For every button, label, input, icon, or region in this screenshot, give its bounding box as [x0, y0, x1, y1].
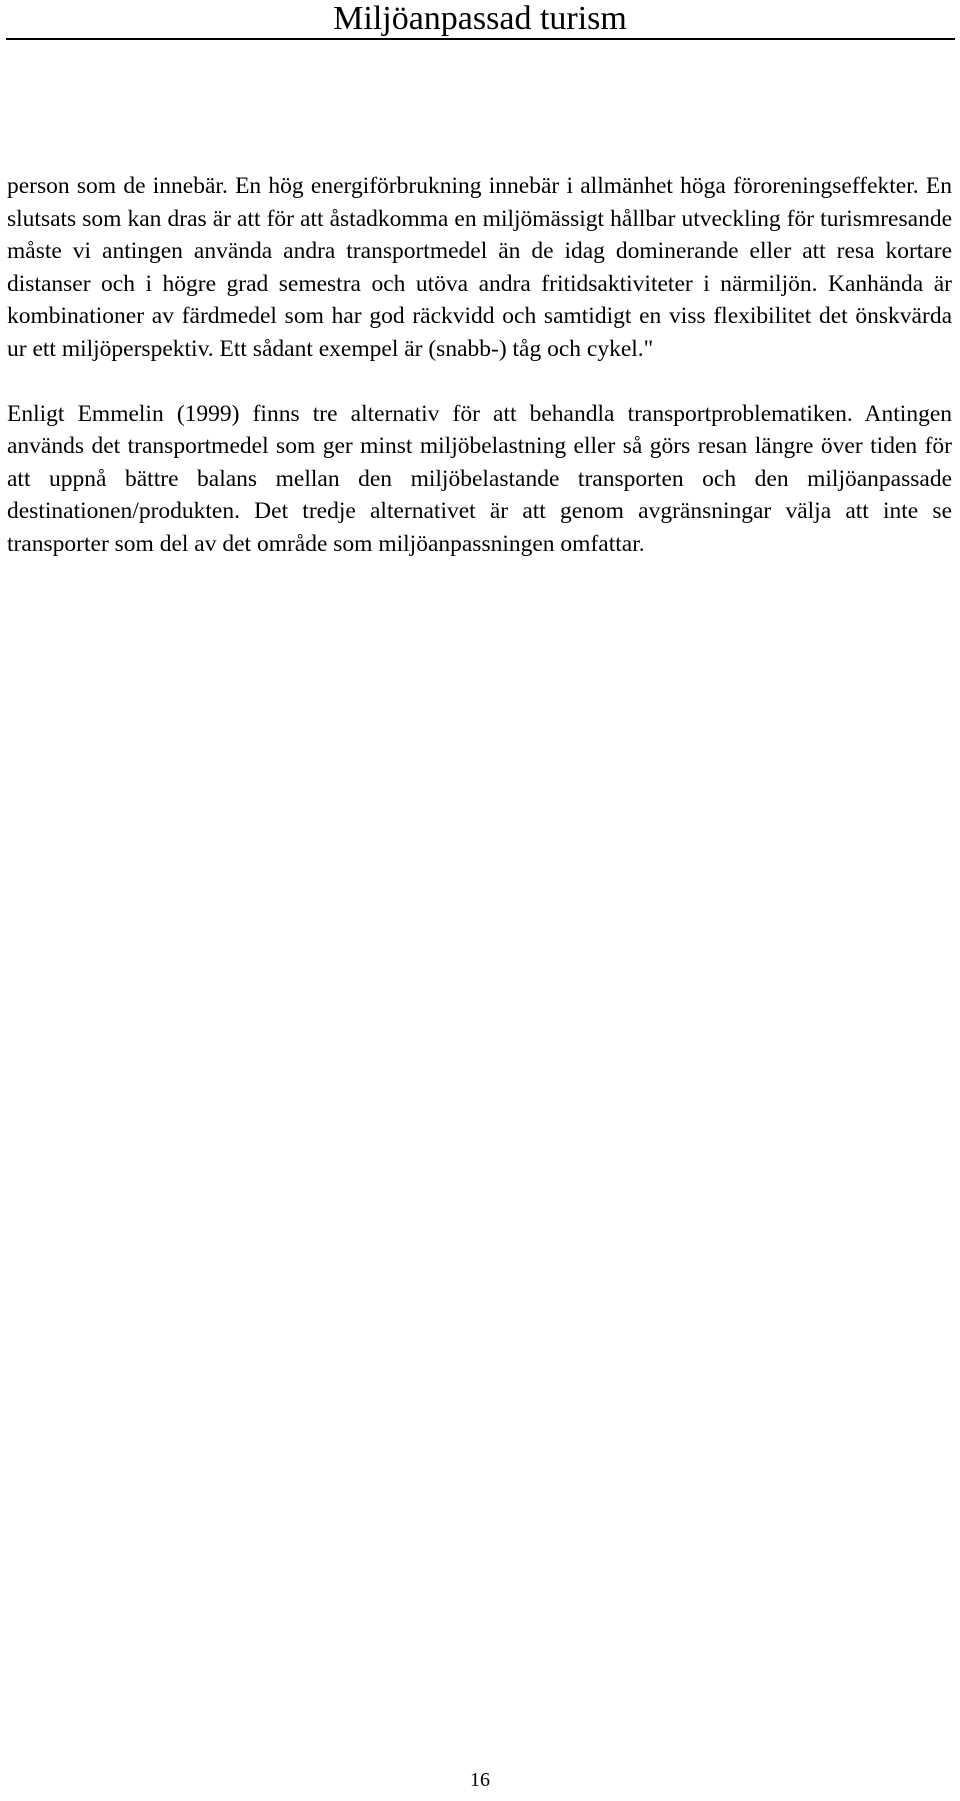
paragraph: person som de innebär. En hög energiförbrukning innebär i allmänhet höga föroreningseffekter. En slutsats som kan dras är att för att åstadkomma en miljömässigt hållbar utveckling för turismresande måste vi antingen använda andra transportmedel än de idag dominerande eller att resa kortare distanser och i högre grad semestra och utöva andra fritidsaktiviteter i närmiljön. Kanhända är kombinationer av färdmedel som har god räckvidd och samtidigt en viss flexibilitet det önskvärda ur ett miljöperspektiv. Ett sådant exempel är (snabb-) tåg och cykel." [7, 173, 952, 362]
header-divider [6, 38, 955, 40]
page-number: 16 [470, 1769, 490, 1791]
paragraph: Enligt Emmelin (1999) finns tre alternativ för att behandla transportproblematiken. Antingen används det transportmedel som ger minst miljöbelastning eller så görs resan längre över tiden för att uppnå bättre balans mellan den miljöbelastande transporten och den miljöanpassade destinationen/produkten. Det tredje alternativet är att genom avgränsningar välja att inte se transporter som del av det område som miljöanpassningen omfattar. [7, 400, 952, 557]
body-text [7, 170, 952, 560]
page-title: Miljöanpassad turism [333, 0, 627, 37]
page-header [0, 0, 960, 42]
